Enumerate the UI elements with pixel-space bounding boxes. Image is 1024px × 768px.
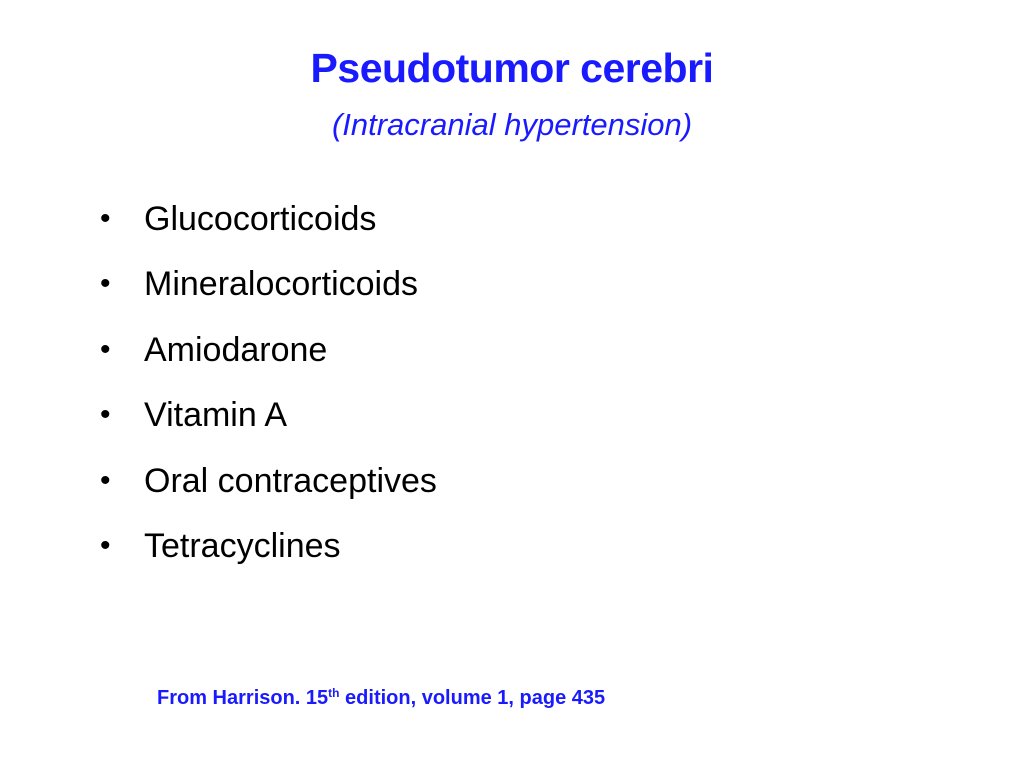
- bullet-text: Glucocorticoids: [144, 199, 377, 238]
- reference-superscript: th: [328, 686, 340, 700]
- reference-citation: [157, 684, 605, 712]
- bullet-text: Mineralocorticoids: [144, 265, 418, 304]
- slide-subtitle: (Intracranial hypertension): [331, 107, 693, 142]
- bullet-item: [100, 514, 437, 580]
- bullet-item: [100, 317, 437, 383]
- slide-title: Pseudotumor cerebri: [310, 45, 714, 91]
- bullet-icon: •: [100, 201, 111, 235]
- bullet-text: Tetracyclines: [144, 527, 341, 566]
- bullet-list: [100, 186, 437, 579]
- reference-suffix: edition, volume 1, page 435: [339, 687, 606, 709]
- bullet-icon: •: [100, 332, 111, 366]
- bullet-icon: •: [100, 463, 111, 497]
- bullet-icon: •: [100, 529, 111, 563]
- bullet-text: Amiodarone: [144, 330, 328, 369]
- bullet-text: Oral contraceptives: [144, 461, 437, 500]
- bullet-icon: •: [100, 398, 111, 432]
- bullet-item: [100, 448, 437, 514]
- reference-prefix: From Harrison. 15: [157, 687, 329, 709]
- bullet-item: [100, 186, 437, 252]
- bullet-text: Vitamin A: [144, 396, 288, 435]
- bullet-icon: •: [100, 267, 111, 301]
- bullet-item: [100, 383, 437, 449]
- bullet-item: [100, 252, 437, 318]
